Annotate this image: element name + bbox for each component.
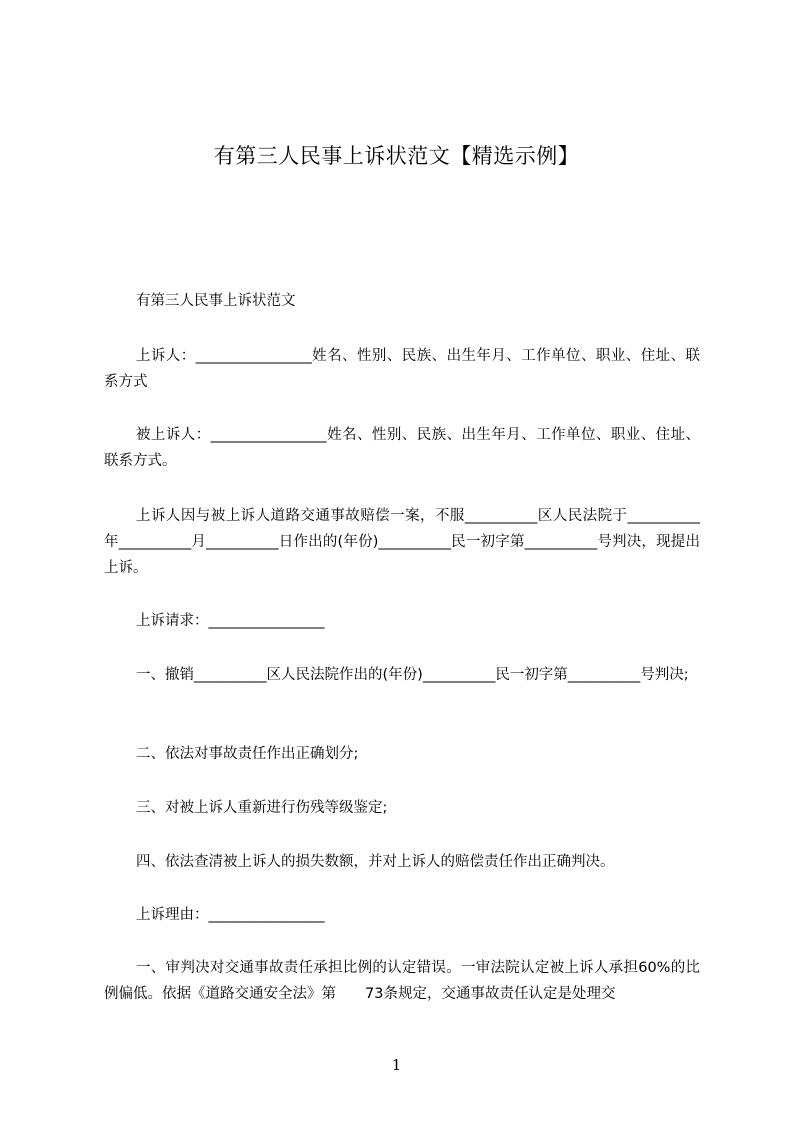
paragraph-subtitle: 有第三人民事上诉状范文 <box>136 293 296 309</box>
paragraph-request-2: 二、依法对事故责任作出正确划分; <box>136 746 359 762</box>
paragraph-appellant: 上诉人：________________姓名、性别、民族、出生年月、工作单位、职业、住址、联系方式 <box>104 348 700 390</box>
paragraph-request-4: 四、依法查清被上诉人的损失数额，并对上诉人的赔偿责任作出正确判决。 <box>136 854 615 870</box>
paragraph-request-3: 三、对被上诉人重新进行伤残等级鉴定; <box>136 800 388 816</box>
paragraph-appeal-requests-heading: 上诉请求：________________ <box>136 613 325 629</box>
paragraph-appellee: 被上诉人：________________姓名、性别、民族、出生年月、工作单位、职业、住址、联系方式。 <box>104 427 700 469</box>
page-number: 1 <box>391 1056 402 1074</box>
document-title: 有第三人民事上诉状范文【精选示例】 <box>213 144 580 168</box>
paragraph-appeal-reasons-heading: 上诉理由：________________ <box>136 907 325 923</box>
paragraph-reason-1: 一、审判决对交通事故责任承担比例的认定错误。一审法院认定被上诉人承担60%的比例偏低。依据《道路交通安全法》第 73条规定，交通事故责任认定是处理交 <box>104 960 700 1002</box>
paragraph-case-intro: 上诉人因与被上诉人道路交通事故赔偿一案，不服__________区人民法院于__________年__________月__________日作出的(年份)__________民一初字第__________号判决，现提出上诉。 <box>104 508 700 576</box>
paragraph-request-1: 一、撤销__________区人民法院作出的(年份)__________民一初字第__________号判决; <box>136 667 689 683</box>
